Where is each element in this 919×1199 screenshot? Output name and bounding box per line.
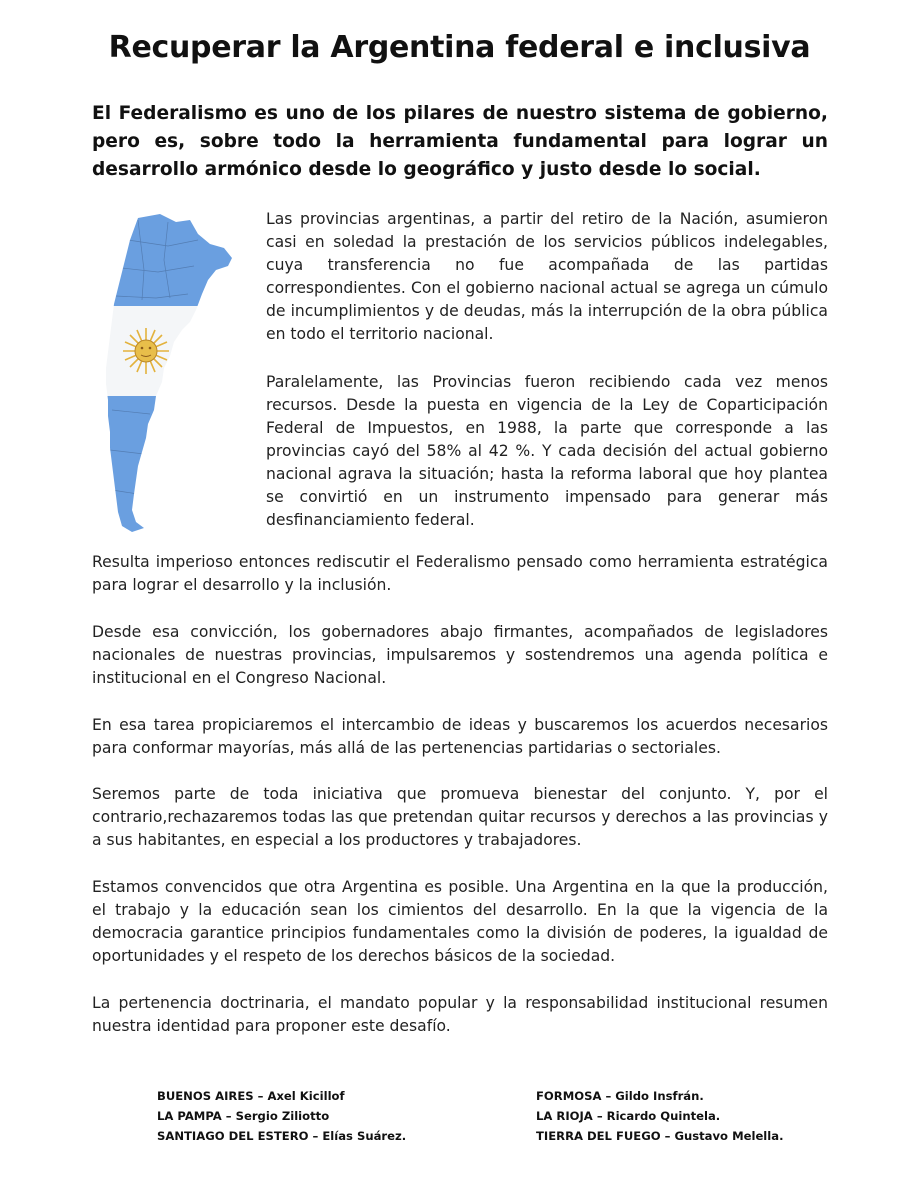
signatory-santiago-del-estero: SANTIAGO DEL ESTERO – Elías Suárez. — [157, 1129, 407, 1143]
paragraph-iniciativa: Seremos parte de toda iniciativa que promueva bienestar del conjunto. Y, por el contrario,rechazaremos todas las que pretendan quitar recursos y derechos a las provincias y a sus habitantes, en especial a los productores y trabajadores. — [92, 785, 828, 849]
paragraph-convencidos: Estamos convencidos que otra Argentina es posible. Una Argentina en la que la producción, el trabajo y la educación sean los cimientos del desarrollo. En la que la vigencia de la democracia garantice principios fundamentales como la división de poderes, la igualdad de oportunidades y el respeto de los derechos básicos de la sociedad. — [92, 878, 828, 965]
page-title: Recuperar la Argentina federal e inclusiva — [108, 30, 811, 65]
paragraph-federalismo: Resulta imperioso entonces rediscutir el Federalismo pensado como herramienta estratégica para lograr el desarrollo y la inclusión. — [92, 553, 828, 594]
paragraph-recursos: Paralelamente, las Provincias fueron recibiendo cada vez menos recursos. Desde la puesta en vigencia de la Ley de Coparticipación Federal de Impuestos, en 1988, la parte que corresponde a las provincias cayó del 58% al 42 %. Y cada decisión del actual gobierno nacional agrava la situación; hasta la reforma laboral que hoy plantea se convirtió en un instrumento impensado para generar más desfinanciamiento federal. — [266, 373, 828, 529]
signatory-formosa: FORMOSA – Gildo Insfrán. — [536, 1089, 704, 1103]
paragraph-intercambio: En esa tarea propiciaremos el intercambio de ideas y buscaremos los acuerdos necesarios para conformar mayorías, más allá de las pertenencias partidarias o sectoriales. — [92, 716, 828, 757]
signatories-right — [536, 1086, 783, 1146]
paragraph-pertenencia: La pertenencia doctrinaria, el mandato popular y la responsabilidad institucional resumen nuestra identidad para proponer este desafío. — [92, 994, 828, 1035]
argentina-flag-map-image — [98, 210, 243, 535]
paragraph-conviccion: Desde esa convicción, los gobernadores abajo firmantes, acompañados de legisladores nacionales de nuestras provincias, impulsaremos y sostendremos una agenda política e institucional en el Congreso Nacional. — [92, 623, 828, 687]
signatory-la-rioja: LA RIOJA – Ricardo Quintela. — [536, 1109, 721, 1123]
signatory-buenos-aires: BUENOS AIRES – Axel Kicillof — [157, 1089, 345, 1103]
signatories-left — [157, 1086, 406, 1146]
paragraph-provincias: Las provincias argentinas, a partir del retiro de la Nación, asumieron casi en soledad la prestación de los servicios públicos indelegables, cuya transferencia no fue acompañada de las partidas correspondientes. Con el gobierno nacional actual se agrega un cúmulo de incumplimientos y de deudas, más la interrupción de la obra pública en todo el territorio nacional. — [266, 210, 828, 343]
signatory-la-pampa: LA PAMPA – Sergio Ziliotto — [157, 1109, 330, 1123]
signatory-tierra-del-fuego: TIERRA DEL FUEGO – Gustavo Melella. — [536, 1129, 784, 1143]
lead-paragraph: El Federalismo es uno de los pilares de nuestro sistema de gobierno, pero es, sobre todo la herramienta fundamental para lograr un desarrollo armónico desde lo geográfico y justo desde lo social. — [92, 103, 828, 180]
